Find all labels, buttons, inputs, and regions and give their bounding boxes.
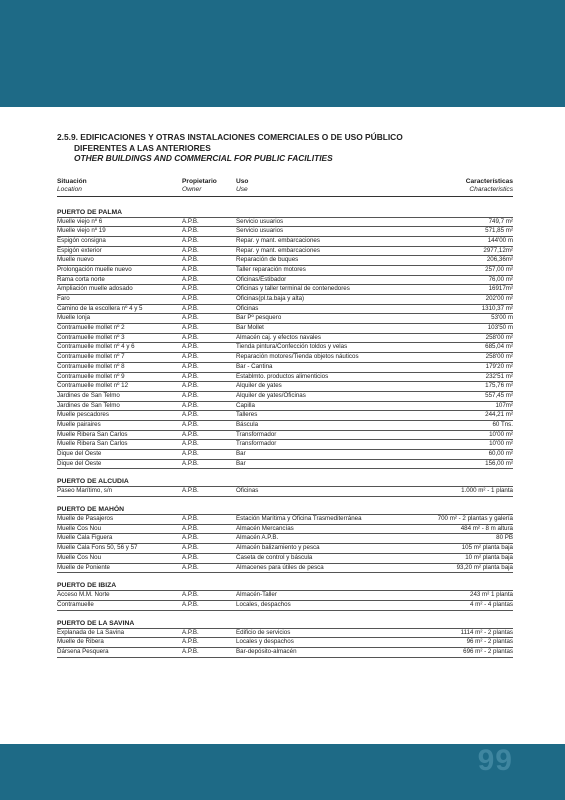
cell-uso: Talleres — [236, 411, 258, 419]
cell-caracteristicas: 107m² — [495, 401, 513, 409]
cell-caracteristicas: 76,00 m² — [488, 275, 513, 283]
cell-propietario: A.P.B. — [182, 411, 199, 419]
cell-uso: Tienda pintura/Confección toldos y velas — [236, 343, 348, 351]
cell-propietario: A.P.B. — [182, 256, 199, 264]
cell-caracteristicas: 96 m² - 2 plantas — [466, 638, 513, 646]
table-row — [57, 553, 513, 563]
cell-caracteristicas: 60,00 m² — [488, 450, 513, 457]
cell-caracteristicas: 60 Tns. — [492, 420, 513, 428]
table-row — [57, 637, 513, 647]
cell-uso: Estación Marítima y Oficina Trasmediterránea — [236, 515, 362, 523]
cell-propietario: A.P.B. — [182, 343, 199, 351]
table-row — [57, 323, 513, 333]
cell-situacion: Contramuelle mollet nº 2 — [57, 324, 125, 332]
table-row — [57, 524, 513, 534]
cell-propietario: A.P.B. — [182, 324, 199, 332]
port-table — [57, 514, 513, 573]
cell-propietario: A.P.B. — [182, 333, 199, 341]
cell-situacion: Muelle pairaires — [57, 420, 101, 428]
cell-uso: Bar — [236, 450, 246, 457]
cell-uso: Bar Mollet — [236, 324, 264, 332]
cell-propietario: A.P.B. — [182, 563, 199, 571]
table-row — [57, 246, 513, 256]
section-title-english: OTHER BUILDINGS AND COMMERCIAL FOR PUBLIC FACILITIES — [74, 153, 333, 163]
cell-situacion: Rama corta norte — [57, 275, 105, 283]
cell-caracteristicas: 175,76 m² — [485, 382, 513, 390]
cell-caracteristicas: 103'50 m — [487, 324, 513, 332]
cell-propietario: A.P.B. — [182, 391, 199, 399]
cell-situacion: Contramuelle mollet nº 9 — [57, 372, 125, 380]
cell-situacion: Espigón consigna — [57, 236, 106, 244]
table-row — [57, 342, 513, 352]
cell-caracteristicas: 156,00 m² — [485, 459, 513, 467]
cell-caracteristicas: 257,00 m² — [485, 265, 513, 273]
table-row — [57, 352, 513, 362]
cell-situacion: Jardines de San Telmo — [57, 401, 120, 409]
table-row — [57, 372, 513, 382]
cell-uso: Reparación de buques — [236, 256, 299, 264]
cell-propietario: A.P.B. — [182, 275, 199, 283]
table-row — [57, 362, 513, 372]
cell-caracteristicas: 700 m² - 2 plantas y galería — [437, 515, 513, 523]
table-row — [57, 543, 513, 553]
table-row — [57, 313, 513, 323]
table-row — [57, 628, 513, 638]
cell-propietario: A.P.B. — [182, 304, 199, 312]
table-row — [57, 401, 513, 411]
cell-caracteristicas: 53'00 m — [491, 314, 513, 322]
cell-situacion: Muelle nuevo — [57, 256, 94, 264]
cell-uso: Caseta de control y báscula — [236, 553, 313, 561]
cell-uso: Transformador — [236, 430, 277, 438]
cell-caracteristicas: 10'00 m² — [489, 430, 513, 438]
cell-uso: Alquiler de yates/Oficinas — [236, 391, 306, 399]
port-section-title: PUERTO DE PALMA — [57, 208, 123, 216]
cell-uso: Reparación motores/Tienda objetos náuticos — [236, 353, 359, 361]
cell-caracteristicas: 16917m² — [488, 285, 513, 293]
cell-caracteristicas: 244,21 m² — [485, 411, 513, 419]
cell-situacion: Contramuelle — [57, 600, 94, 608]
cell-caracteristicas: 696 m² - 2 plantas — [463, 647, 513, 655]
port-section-title: PUERTO DE LA SAVINA — [57, 619, 135, 627]
table-row — [57, 284, 513, 294]
cell-uso: Oficinas(pl.ta.baja y alta) — [236, 295, 305, 302]
table-row — [57, 265, 513, 275]
table-row — [57, 333, 513, 343]
table-row — [57, 430, 513, 440]
cell-caracteristicas: 1.000 m² - 1 planta — [461, 487, 513, 495]
cell-situacion: Prolongación muelle nuevo — [57, 265, 132, 273]
cell-propietario: A.P.B. — [182, 487, 199, 495]
port-section — [57, 619, 513, 658]
port-sections — [57, 208, 513, 658]
cell-uso: Repar. y mant. embarcaciones — [236, 246, 320, 254]
table-row — [57, 391, 513, 401]
table-row — [57, 420, 513, 430]
cell-uso: Servicio usuarios — [236, 217, 284, 225]
cell-uso: Taller reparación motores — [236, 265, 306, 273]
cell-situacion: Muelle de Pasajeros — [57, 515, 114, 523]
cell-caracteristicas: 2977,12m² — [483, 246, 513, 254]
cell-situacion: Muelle Ribera San Carlos — [57, 430, 128, 438]
header-caracteristicas: Características — [465, 177, 513, 185]
cell-uso: Almacén Mercancías — [236, 524, 294, 532]
section-title-line2: DIFERENTES A LAS ANTERIORES — [74, 142, 211, 153]
cell-situacion: Muelle viejo nº 6 — [57, 217, 103, 225]
cell-uso: Locales, despachos — [236, 600, 291, 608]
header-characteristics: Characteristics — [469, 186, 513, 193]
cell-situacion: Contramuelle mollet nº 7 — [57, 353, 125, 361]
cell-propietario: A.P.B. — [182, 265, 199, 273]
port-section-title: PUERTO DE IBIZA — [57, 582, 117, 590]
cell-situacion: Contramuelle mollet nº 12 — [57, 382, 129, 390]
header-situacion: Situación — [57, 177, 87, 185]
cell-caracteristicas: 557,45 m² — [485, 391, 513, 399]
table-header — [57, 178, 513, 200]
cell-propietario: A.P.B. — [182, 372, 199, 380]
cell-situacion: Muelle Cos Nou — [57, 524, 102, 532]
cell-caracteristicas: 202'00 m² — [485, 295, 513, 302]
cell-propietario: A.P.B. — [182, 534, 199, 542]
cell-caracteristicas: 258'00 m² — [485, 333, 513, 341]
cell-caracteristicas: 105 m² planta baja — [461, 544, 513, 552]
cell-situacion: Muelle Cos Nou — [57, 553, 102, 561]
cell-situacion: Dársena Pesquera — [57, 647, 109, 655]
cell-propietario: A.P.B. — [182, 314, 199, 322]
cell-propietario: A.P.B. — [182, 459, 199, 467]
cell-propietario: A.P.B. — [182, 647, 199, 655]
cell-propietario: A.P.B. — [182, 524, 199, 532]
cell-uso: Locales y despachos — [236, 638, 294, 646]
table-row — [57, 449, 513, 459]
table-row — [57, 381, 513, 391]
table-row — [57, 439, 513, 449]
cell-situacion: Paseo Marítimo, s/n — [57, 487, 113, 495]
cell-situacion: Camino de la escollera nº 4 y 5 — [57, 304, 143, 312]
cell-caracteristicas: 749,7 m² — [488, 217, 513, 225]
table-row — [57, 647, 513, 658]
cell-caracteristicas: 484 m² - 8 m altura — [460, 524, 513, 532]
cell-propietario: A.P.B. — [182, 553, 199, 561]
port-table — [57, 217, 513, 470]
cell-caracteristicas: 258'00 m² — [485, 353, 513, 361]
table-row — [57, 304, 513, 314]
cell-propietario: A.P.B. — [182, 591, 199, 599]
cell-caracteristicas: 10 m² planta baja — [465, 553, 513, 561]
port-table — [57, 628, 513, 658]
cell-caracteristicas: 179'20 m² — [485, 362, 513, 370]
cell-uso: Bar-depósito-almacén — [236, 647, 297, 655]
cell-situacion: Jardines de San Telmo — [57, 391, 120, 399]
cell-uso: Almacén A.P.B. — [236, 534, 279, 542]
cell-uso: Transformador — [236, 440, 277, 448]
cell-situacion: Muelle viejo nº 19 — [57, 227, 106, 235]
table-row — [57, 514, 513, 524]
header-location: Location — [57, 186, 82, 193]
cell-situacion: Muelle Cala Figuera — [57, 534, 113, 542]
table-row — [57, 459, 513, 470]
header-uso: Uso — [236, 177, 249, 185]
cell-situacion: Contramuelle mollet nº 3 — [57, 333, 125, 341]
document-content — [57, 132, 513, 658]
cell-uso: Establmto. productos alimenticios — [236, 372, 329, 380]
cell-propietario: A.P.B. — [182, 515, 199, 523]
cell-propietario: A.P.B. — [182, 628, 199, 636]
header-use: Use — [236, 186, 248, 193]
cell-situacion: Faro — [57, 295, 70, 302]
cell-caracteristicas: 144'00 m — [487, 236, 513, 244]
port-table — [57, 590, 513, 610]
table-row — [57, 275, 513, 285]
cell-propietario: A.P.B. — [182, 285, 199, 293]
cell-propietario: A.P.B. — [182, 430, 199, 438]
port-section — [57, 581, 513, 610]
port-table — [57, 486, 513, 497]
cell-uso: Bar Pº pesquero — [236, 314, 282, 322]
cell-uso: Almacén caj. y efectos navales — [236, 333, 321, 341]
header-propietario: Propietario — [182, 177, 217, 185]
cell-uso: Edificio de servicios — [236, 628, 291, 636]
top-banner — [0, 0, 565, 107]
port-section — [57, 477, 513, 497]
cell-uso: Bar - Cantina — [236, 362, 273, 370]
port-section-title: PUERTO DE ALCUDIA — [57, 478, 129, 486]
cell-caracteristicas: 93,20 m² planta baja — [456, 563, 513, 571]
cell-situacion: Explanada de La Savina — [57, 628, 125, 636]
cell-uso: Bar — [236, 459, 246, 467]
cell-propietario: A.P.B. — [182, 440, 199, 448]
table-row — [57, 217, 513, 227]
cell-propietario: A.P.B. — [182, 600, 199, 608]
cell-uso: Almacén-Taller — [236, 591, 277, 599]
cell-uso: Oficinas — [236, 304, 259, 312]
cell-propietario: A.P.B. — [182, 638, 199, 646]
cell-propietario: A.P.B. — [182, 353, 199, 361]
cell-uso: Oficinas/Estibador — [236, 275, 287, 283]
cell-propietario: A.P.B. — [182, 401, 199, 409]
header-rule — [57, 196, 513, 197]
cell-caracteristicas: 571,85 m² — [485, 227, 513, 235]
cell-propietario: A.P.B. — [182, 450, 199, 457]
section-title-line1: 2.5.9. EDIFICACIONES Y OTRAS INSTALACIONES COMERCIALES O DE USO PÚBLICO — [57, 132, 403, 142]
cell-uso: Servicio usuarios — [236, 227, 284, 235]
cell-situacion: Muelle lonja — [57, 314, 91, 322]
cell-propietario: A.P.B. — [182, 362, 199, 370]
cell-uso: Alquiler de yates — [236, 382, 282, 390]
table-row — [57, 590, 513, 600]
cell-uso: Capilla — [236, 401, 255, 409]
port-section-title: PUERTO DE MAHÓN — [57, 506, 125, 514]
cell-propietario: A.P.B. — [182, 382, 199, 390]
table-row — [57, 410, 513, 420]
header-owner: Owner — [182, 186, 202, 193]
cell-propietario: A.P.B. — [182, 217, 199, 225]
table-row — [57, 236, 513, 246]
cell-propietario: A.P.B. — [182, 246, 199, 254]
cell-situacion: Contramuelle mollet nº 8 — [57, 362, 125, 370]
cell-uso: Oficinas — [236, 487, 259, 495]
table-row — [57, 294, 513, 304]
cell-uso: Almacenes para útiles de pesca — [236, 563, 324, 571]
cell-situacion: Ampliación muelle adosado — [57, 285, 133, 293]
cell-caracteristicas: 243 m² 1 planta — [470, 591, 513, 599]
table-row — [57, 226, 513, 236]
cell-propietario: A.P.B. — [182, 544, 199, 552]
table-row — [57, 600, 513, 611]
cell-uso: Repar. y mant. embarcaciones — [236, 236, 320, 244]
cell-caracteristicas: 4 m² - 4 plantas — [470, 600, 513, 608]
cell-uso: Oficinas y taller terminal de contenedores — [236, 285, 350, 293]
table-row — [57, 255, 513, 265]
table-row — [57, 486, 513, 497]
cell-caracteristicas: 206,36m² — [486, 256, 513, 264]
cell-propietario: A.P.B. — [182, 420, 199, 428]
cell-caracteristicas: 80 PB — [496, 534, 513, 542]
cell-situacion: Muelle Ribera San Carlos — [57, 440, 128, 448]
port-section — [57, 208, 513, 470]
cell-situacion: Espigón exterior — [57, 246, 102, 254]
page-number: 99 — [477, 744, 513, 777]
cell-propietario: A.P.B. — [182, 236, 199, 244]
cell-caracteristicas: 232'51 m² — [485, 372, 513, 380]
cell-caracteristicas: 10'00 m² — [489, 440, 513, 448]
port-section — [57, 505, 513, 573]
cell-caracteristicas: 685,04 m² — [485, 343, 513, 351]
cell-situacion: Muelle Cala Fons 50, 56 y 57 — [57, 544, 138, 552]
cell-uso: Almacén balizamiento y pesca — [236, 544, 320, 552]
table-row — [57, 563, 513, 574]
cell-propietario: A.P.B. — [182, 295, 199, 302]
cell-situacion: Muelle de Poniente — [57, 563, 110, 571]
cell-propietario: A.P.B. — [182, 227, 199, 235]
cell-situacion: Dique del Oeste — [57, 459, 102, 467]
cell-situacion: Muelle pescadores — [57, 411, 109, 419]
section-title — [57, 132, 513, 153]
cell-caracteristicas: 1310,37 m² — [481, 304, 513, 312]
cell-situacion: Muelle de Ribera — [57, 638, 104, 646]
cell-uso: Báscula — [236, 420, 259, 428]
cell-caracteristicas: 1114 m² - 2 plantas — [460, 628, 513, 636]
table-row — [57, 533, 513, 543]
cell-situacion: Acceso M.M. Norte — [57, 591, 110, 599]
cell-situacion: Contramuelle mollet nº 4 y 6 — [57, 343, 135, 351]
cell-situacion: Dique del Oeste — [57, 450, 102, 457]
